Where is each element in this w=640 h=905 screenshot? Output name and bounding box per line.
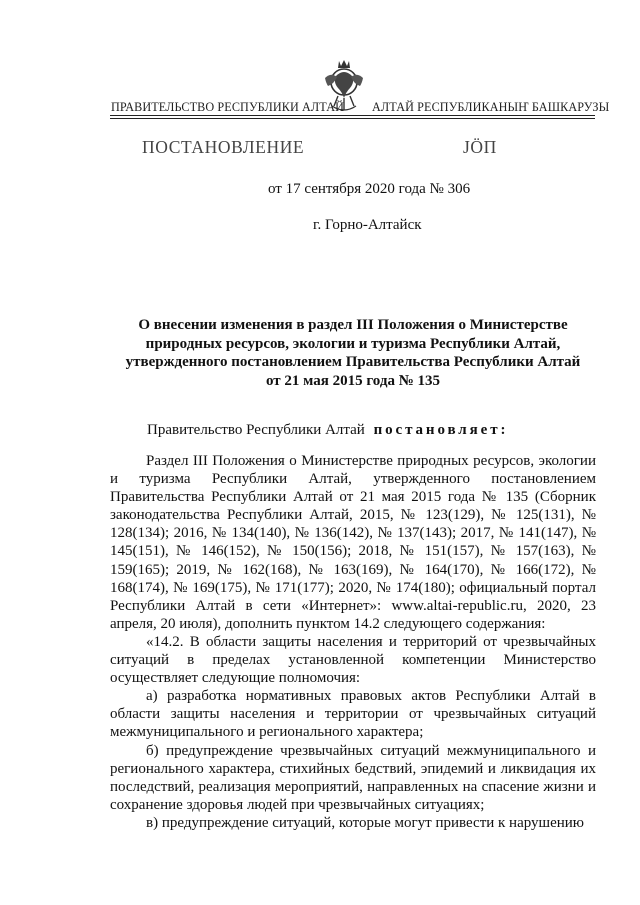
- body-paragraph: Раздел III Положения о Министерстве природных ресурсов, экологии и туризма Республики Алтай, утвержденного постановлением Правительства Республики Алтай от 21 мая 2015 года № 135 (Сборник законодательства Республики Алтай, 2015, № 123(129), № 125(131), № 128(134); 2016, № 134(140), № 136(142), № 137(143); 2017, № 141(147), № 145(151), № 146(152), № 150(156); 2018, № 151(157), № 157(163), № 159(165); 2019, № 162(168), № 163(169), № 164(170), № 166(172), № 168(174), № 169(175), № 171(177); 2020, № 174(180); официальный портал Республики Алтай в сети «Интернет»: www.altai-republic.ru, 2020, 23 апреля, 20 июля), дополнить пунктом 14.2 следующего содержания:: [110, 453, 596, 632]
- decree-subject: Правительство Республики Алтай: [147, 422, 365, 438]
- letterhead-rule-thin: [110, 118, 595, 119]
- document-type-russian: ПОСТАНОВЛЕНИЕ: [142, 137, 305, 157]
- document-date-number: от 17 сентября 2020 года № 306: [268, 181, 471, 197]
- body-paragraph: а) разработка нормативных правовых актов Республики Алтай в области защиты населения и территории от чрезвычайных ситуаций межмуниципального и регионального характера;: [110, 688, 596, 741]
- letterhead-rule-thick: [110, 115, 595, 116]
- title-line: природных ресурсов, экологии и туризма Республики Алтай,: [145, 335, 561, 352]
- document-title: [110, 316, 596, 390]
- body-paragraph: «14.2. В области защиты населения и территорий от чрезвычайных ситуаций в пределах установленной компетенции Министерство осуществляет следующие полномочия:: [110, 633, 596, 687]
- title-line: О внесении изменения в раздел III Положения о Министерстве: [138, 317, 568, 333]
- body-paragraph: в) предупреждение ситуаций, которые могут привести к нарушению: [146, 814, 585, 831]
- document-city: г. Горно-Алтайск: [313, 217, 422, 233]
- title-line: от 21 мая 2015 года № 135: [265, 372, 441, 389]
- government-name-altai: АЛТАЙ РЕСПУБЛИКАНЫҤ БАШКАРУЗЫ: [372, 100, 610, 114]
- decree-intro: [147, 422, 508, 439]
- document-type-altai: ЈӦП: [463, 137, 497, 157]
- document-body: [110, 452, 596, 832]
- body-paragraph: б) предупреждение чрезвычайных ситуаций межмуниципального и регионального характера, стихийных бедствий, эпидемий и ликвидация их последствий, реализация мероприятий, направленных на спасение жизни и сохранение здоровья людей при чрезвычайных ситуациях;: [110, 742, 596, 813]
- decree-verb: постановляет:: [373, 422, 509, 438]
- title-line: утвержденного постановлением Правительства Республики Алтай: [125, 354, 581, 370]
- government-name-russian: ПРАВИТЕЛЬСТВО РЕСПУБЛИКИ АЛТАЙ: [111, 100, 345, 114]
